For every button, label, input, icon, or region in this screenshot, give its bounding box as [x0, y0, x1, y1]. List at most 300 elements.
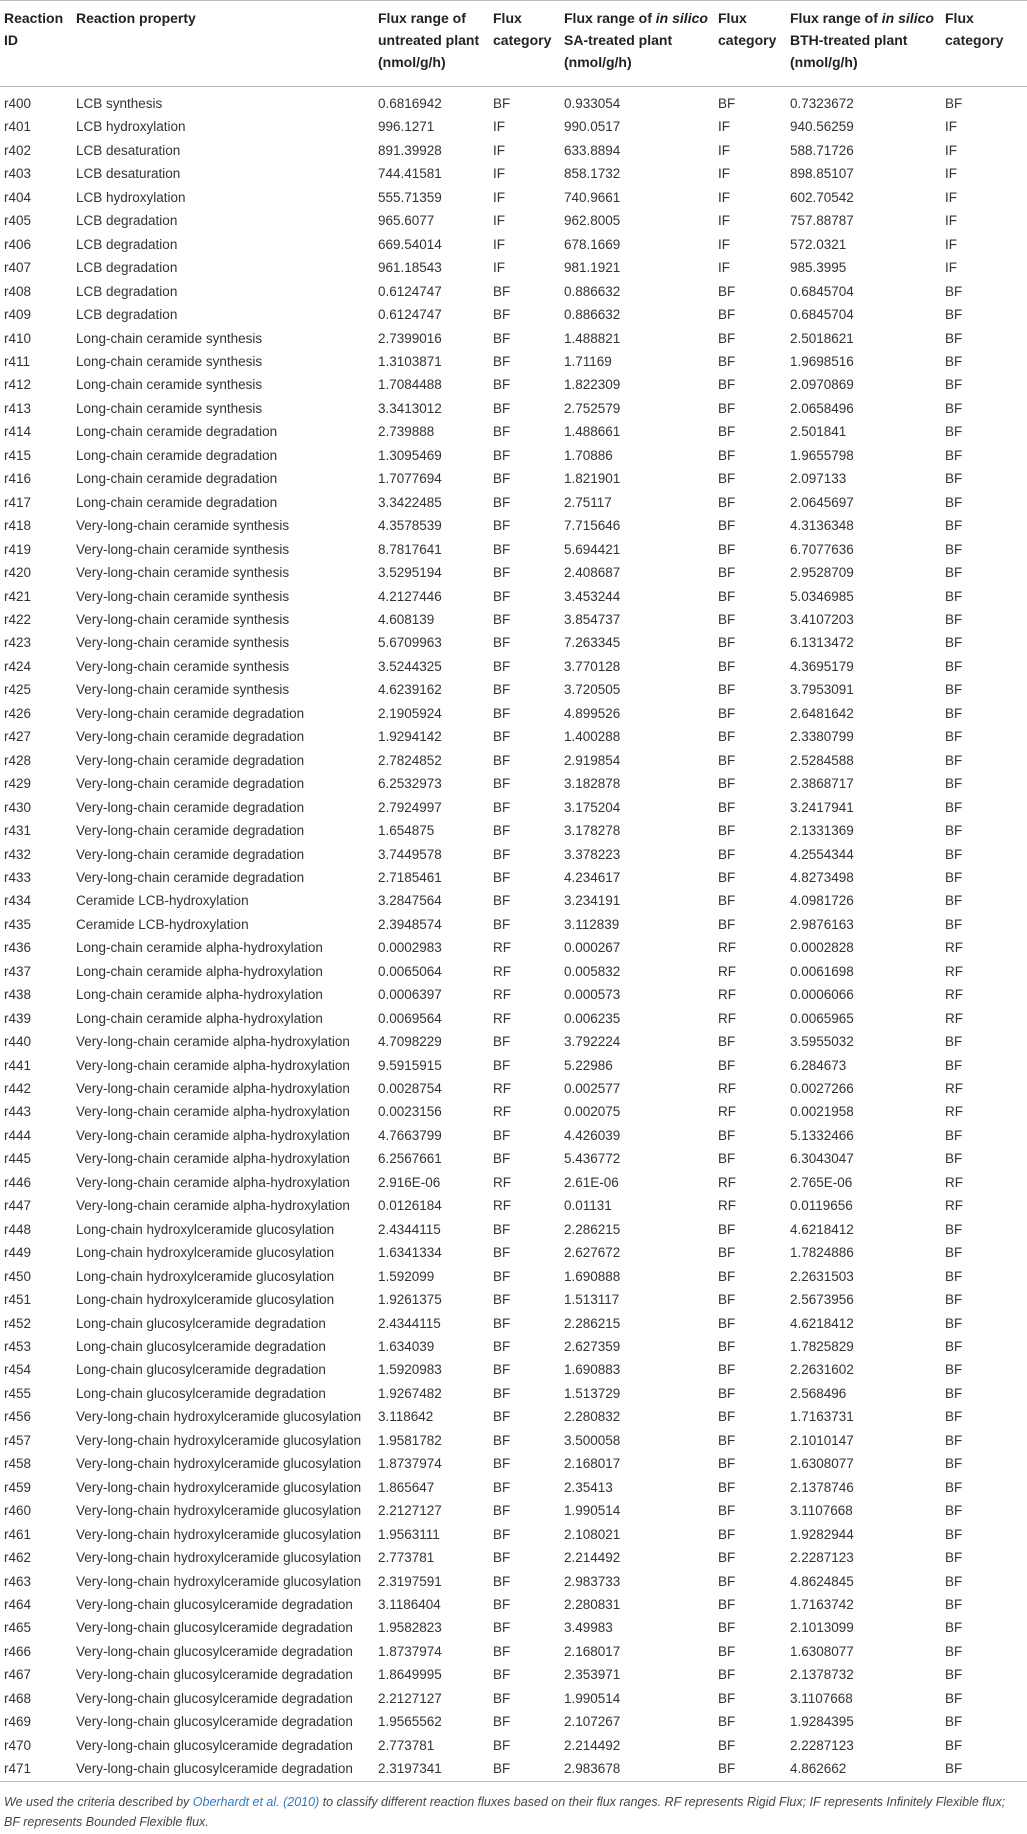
cell-untreated-category: BF: [493, 1292, 511, 1308]
table-row: [0, 1663, 1027, 1686]
cell-untreated-flux: 2.7399016: [378, 330, 442, 346]
cell-bth-category: BF: [945, 1714, 963, 1730]
cell-reaction-id: r434: [4, 893, 32, 909]
cell-untreated-category: BF: [493, 729, 511, 745]
cell-bth-category: BF: [945, 377, 963, 393]
cell-bth-category: BF: [945, 635, 963, 651]
cell-untreated-category: BF: [493, 424, 511, 440]
cell-untreated-flux: 1.9563111: [378, 1526, 440, 1542]
table-row: [0, 772, 1027, 795]
cell-reaction-id: r414: [4, 424, 32, 440]
cell-reaction-id: r405: [4, 213, 32, 229]
cell-sa-flux: 1.990514: [564, 1503, 621, 1519]
cell-reaction-property: Very-long-chain hydroxylceramide glucosylation: [76, 1573, 362, 1589]
cell-untreated-flux: 1.654875: [378, 823, 435, 839]
table-row: [0, 1312, 1027, 1335]
table-row: [0, 1382, 1027, 1405]
cell-reaction-property: Very-long-chain ceramide synthesis: [76, 518, 290, 534]
footnote-text-end: to classify different reaction fluxes based on their flux ranges. RF represents Rigid Flux; IF represents Infinitely Flexible flux; BF represents Bounded Flexible flux.: [4, 1795, 1006, 1829]
cell-bth-category: BF: [945, 330, 963, 346]
cell-bth-flux: 757.88787: [790, 213, 854, 229]
table-row: [0, 608, 1027, 631]
header-sa-category: Flux category: [718, 10, 777, 48]
cell-reaction-property: Long-chain hydroxylceramide glucosylation: [76, 1292, 335, 1308]
cell-reaction-id: r412: [4, 377, 32, 393]
cell-untreated-category: RF: [493, 1010, 511, 1026]
cell-reaction-property: Very-long-chain ceramide synthesis: [76, 682, 290, 698]
cell-untreated-category: BF: [493, 588, 511, 604]
cell-untreated-category: BF: [493, 541, 511, 557]
cell-bth-category: BF: [945, 1690, 963, 1706]
cell-sa-flux: 2.168017: [564, 1643, 621, 1659]
cell-bth-category: BF: [945, 1315, 963, 1331]
cell-reaction-id: r447: [4, 1198, 32, 1214]
cell-untreated-category: BF: [493, 869, 511, 885]
cell-untreated-category: BF: [493, 353, 511, 369]
cell-bth-category: BF: [945, 518, 963, 534]
cell-reaction-property: Very-long-chain ceramide alpha-hydroxylation: [76, 1057, 350, 1073]
cell-sa-category: BF: [718, 1690, 736, 1706]
cell-untreated-flux: 3.1186404: [378, 1597, 441, 1612]
cell-reaction-property: Long-chain ceramide degradation: [76, 471, 278, 487]
cell-sa-flux: 0.005832: [564, 963, 621, 979]
cell-reaction-id: r423: [4, 635, 32, 651]
cell-bth-flux: 602.70542: [790, 189, 854, 205]
cell-bth-flux: 5.1332466: [790, 1127, 854, 1143]
cell-untreated-flux: 2.3197591: [378, 1573, 442, 1589]
cell-bth-flux: 1.9698516: [790, 353, 854, 369]
cell-reaction-id: r442: [4, 1081, 32, 1097]
table-row: [0, 162, 1027, 185]
cell-bth-flux: 2.5018621: [790, 330, 854, 346]
cell-reaction-id: r410: [4, 330, 32, 346]
cell-reaction-property: LCB synthesis: [76, 96, 163, 111]
cell-bth-flux: 2.5284588: [790, 752, 854, 768]
cell-bth-flux: 1.7824886: [790, 1245, 854, 1261]
cell-untreated-category: IF: [493, 213, 505, 229]
cell-bth-category: BF: [945, 893, 963, 909]
table-row: [0, 1616, 1027, 1639]
cell-sa-category: RF: [718, 1104, 736, 1120]
cell-untreated-category: BF: [493, 494, 511, 510]
footnote-text-start: We used the criteria described by: [4, 1795, 193, 1809]
cell-bth-category: BF: [945, 447, 963, 463]
cell-bth-category: IF: [945, 236, 957, 252]
cell-bth-flux: 0.0006066: [790, 987, 854, 1003]
cell-reaction-property: Very-long-chain ceramide degradation: [76, 705, 305, 721]
table-row: [0, 233, 1027, 256]
cell-sa-flux: 678.1669: [564, 236, 621, 252]
cell-bth-flux: 2.501841: [790, 424, 847, 440]
cell-bth-flux: 3.4107203: [790, 611, 854, 627]
table-row: [0, 1265, 1027, 1288]
cell-reaction-id: r464: [4, 1597, 32, 1612]
cell-reaction-id: r429: [4, 776, 32, 792]
cell-untreated-category: BF: [493, 705, 511, 721]
cell-untreated-flux: 1.592099: [378, 1268, 435, 1284]
cell-untreated-category: BF: [493, 1385, 511, 1401]
cell-untreated-category: BF: [493, 1315, 511, 1331]
cell-untreated-flux: 0.0002983: [378, 940, 442, 956]
cell-untreated-flux: 2.7924997: [378, 799, 442, 815]
table-row: [0, 1124, 1027, 1147]
cell-untreated-category: BF: [493, 1550, 511, 1566]
cell-reaction-id: r437: [4, 963, 32, 979]
table-row: [0, 1030, 1027, 1053]
cell-sa-category: BF: [718, 752, 736, 768]
table-row: [0, 467, 1027, 490]
cell-bth-flux: 4.0981726: [790, 893, 854, 909]
cell-untreated-flux: 1.3103871: [378, 353, 442, 369]
cell-reaction-property: Very-long-chain glucosylceramide degradation: [76, 1714, 353, 1730]
cell-sa-flux: 2.286215: [564, 1315, 621, 1331]
cell-sa-category: BF: [718, 776, 736, 792]
cell-bth-category: BF: [945, 1292, 963, 1308]
cell-sa-category: BF: [718, 471, 736, 487]
table-row: [0, 1100, 1027, 1123]
cell-untreated-flux: 0.6124747: [378, 307, 442, 323]
table-row: [0, 1452, 1027, 1475]
cell-bth-category: BF: [945, 916, 963, 932]
cell-sa-category: BF: [718, 823, 736, 839]
cell-reaction-id: r457: [4, 1432, 32, 1448]
cell-untreated-flux: 9.5915915: [378, 1057, 442, 1073]
cell-bth-flux: 2.3380799: [790, 729, 854, 745]
cell-reaction-property: Very-long-chain ceramide degradation: [76, 799, 305, 815]
cell-untreated-category: IF: [493, 189, 505, 205]
cell-sa-flux: 3.770128: [564, 658, 621, 674]
cell-sa-flux: 858.1732: [564, 166, 621, 182]
cell-sa-category: BF: [718, 588, 736, 604]
cell-reaction-property: Very-long-chain glucosylceramide degradation: [76, 1737, 353, 1753]
cell-bth-flux: 2.3868717: [790, 776, 854, 792]
cell-untreated-category: BF: [493, 471, 511, 487]
cell-sa-category: IF: [718, 213, 730, 229]
cell-reaction-id: r458: [4, 1456, 32, 1472]
cell-reaction-id: r422: [4, 611, 32, 627]
cell-sa-category: BF: [718, 1761, 736, 1777]
cell-bth-flux: 1.9655798: [790, 447, 854, 463]
table-row: [0, 1007, 1027, 1030]
cell-reaction-id: r451: [4, 1292, 32, 1308]
cell-reaction-id: r403: [4, 166, 32, 182]
cell-sa-category: BF: [718, 869, 736, 885]
cell-sa-flux: 3.178278: [564, 823, 621, 839]
cell-untreated-category: BF: [493, 916, 511, 932]
cell-reaction-property: Very-long-chain ceramide alpha-hydroxylation: [76, 1034, 350, 1050]
cell-untreated-category: BF: [493, 447, 511, 463]
cell-reaction-property: Very-long-chain ceramide alpha-hydroxylation: [76, 1151, 350, 1167]
cell-bth-flux: 2.1013099: [790, 1620, 854, 1636]
cell-sa-flux: 2.107267: [564, 1714, 621, 1730]
cell-untreated-flux: 0.0028754: [378, 1081, 442, 1097]
cell-bth-category: BF: [945, 283, 963, 299]
table-row: [0, 139, 1027, 162]
cell-untreated-flux: 1.6341334: [378, 1245, 442, 1261]
cell-bth-flux: 4.2554344: [790, 846, 854, 862]
cell-reaction-property: Long-chain ceramide degradation: [76, 424, 278, 440]
cell-reaction-id: r415: [4, 447, 32, 463]
cell-sa-category: BF: [718, 1245, 736, 1261]
cell-reaction-id: r461: [4, 1526, 32, 1542]
table-row: [0, 1358, 1027, 1381]
cell-bth-flux: 5.0346985: [790, 588, 854, 604]
cell-reaction-id: r432: [4, 846, 32, 862]
table-row: [0, 115, 1027, 138]
cell-sa-flux: 1.400288: [564, 729, 621, 745]
cell-reaction-property: Long-chain hydroxylceramide glucosylation: [76, 1221, 335, 1237]
cell-untreated-flux: 2.916E-06: [378, 1174, 441, 1190]
table-row: [0, 983, 1027, 1006]
cell-sa-category: BF: [718, 1479, 736, 1495]
cell-untreated-category: BF: [493, 1245, 511, 1261]
cell-reaction-property: Very-long-chain hydroxylceramide glucosylation: [76, 1550, 362, 1566]
cell-sa-flux: 633.8894: [564, 142, 621, 158]
cell-untreated-category: BF: [493, 1127, 511, 1143]
cell-sa-category: BF: [718, 1362, 736, 1378]
cell-bth-category: BF: [945, 776, 963, 792]
cell-sa-category: BF: [718, 1268, 736, 1284]
cell-reaction-property: Very-long-chain ceramide degradation: [76, 823, 305, 839]
cell-untreated-category: BF: [493, 846, 511, 862]
cell-sa-category: BF: [718, 611, 736, 627]
cell-sa-flux: 1.513729: [564, 1385, 621, 1401]
cell-sa-category: BF: [718, 1620, 736, 1636]
cell-bth-category: BF: [945, 1339, 963, 1355]
cell-untreated-category: BF: [493, 400, 511, 416]
cell-reaction-property: Very-long-chain ceramide alpha-hydroxylation: [76, 1198, 350, 1214]
cell-untreated-category: BF: [493, 96, 511, 111]
cell-bth-flux: 3.1107668: [790, 1503, 853, 1519]
cell-untreated-category: BF: [493, 1503, 511, 1519]
header-sa-flux: [560, 1, 714, 87]
cell-untreated-flux: 2.3197341: [378, 1761, 442, 1777]
cell-sa-category: IF: [718, 189, 730, 205]
cell-bth-category: BF: [945, 869, 963, 885]
cell-bth-flux: 4.3695179: [790, 658, 854, 674]
cell-reaction-property: Long-chain hydroxylceramide glucosylation: [76, 1268, 335, 1284]
cell-untreated-flux: 1.865647: [378, 1479, 435, 1495]
cell-untreated-flux: 1.634039: [378, 1339, 435, 1355]
cell-reaction-id: r453: [4, 1339, 32, 1355]
cell-untreated-flux: 2.739888: [378, 424, 435, 440]
cell-reaction-property: Very-long-chain glucosylceramide degradation: [76, 1667, 353, 1683]
table-row: [0, 1499, 1027, 1522]
cell-reaction-id: r438: [4, 987, 32, 1003]
cell-sa-flux: 3.112839: [564, 916, 620, 932]
table-footnote: [4, 1792, 1019, 1832]
cell-sa-category: BF: [718, 1597, 736, 1612]
cell-sa-flux: 2.627359: [564, 1339, 621, 1355]
cell-bth-category: BF: [945, 1456, 963, 1472]
cell-reaction-property: Ceramide LCB-hydroxylation: [76, 916, 249, 932]
table-row: [0, 280, 1027, 303]
cell-sa-category: BF: [718, 1714, 736, 1730]
table-row: [0, 561, 1027, 584]
cell-sa-category: BF: [718, 635, 736, 651]
cell-sa-flux: 962.8005: [564, 213, 621, 229]
table-row: [0, 843, 1027, 866]
cell-sa-flux: 1.990514: [564, 1690, 621, 1706]
header-sa-flux-suffix: SA-treated plant (nmol/g/h): [564, 32, 673, 70]
cell-untreated-flux: 4.608139: [378, 611, 435, 627]
cell-sa-category: IF: [718, 260, 730, 276]
cell-untreated-flux: 6.2532973: [378, 776, 442, 792]
cell-bth-flux: 2.2287123: [790, 1550, 854, 1566]
cell-bth-category: RF: [945, 987, 963, 1003]
cell-untreated-flux: 3.3422485: [378, 494, 442, 510]
cell-sa-category: BF: [718, 893, 736, 909]
cell-bth-flux: 3.1107668: [790, 1690, 853, 1706]
cell-bth-flux: 0.6845704: [790, 307, 854, 323]
cell-bth-category: BF: [945, 705, 963, 721]
cell-untreated-flux: 2.4344115: [378, 1221, 441, 1237]
cell-reaction-property: Long-chain glucosylceramide degradation: [76, 1339, 326, 1355]
cell-untreated-category: BF: [493, 611, 511, 627]
cell-bth-flux: 2.9528709: [790, 565, 854, 581]
cell-sa-category: BF: [718, 1292, 736, 1308]
cell-sa-flux: 2.280832: [564, 1409, 621, 1425]
cell-bth-flux: 0.0002828: [790, 940, 854, 956]
cell-sa-category: BF: [718, 518, 736, 534]
cell-sa-flux: 2.353971: [564, 1667, 621, 1683]
cell-reaction-property: Very-long-chain ceramide synthesis: [76, 658, 290, 674]
cell-untreated-flux: 1.9261375: [378, 1292, 442, 1308]
cell-reaction-id: r417: [4, 494, 32, 510]
cell-bth-flux: 1.9284395: [790, 1714, 854, 1730]
cell-untreated-category: BF: [493, 1409, 511, 1425]
cell-bth-category: BF: [945, 1127, 963, 1143]
cell-sa-flux: 3.378223: [564, 846, 621, 862]
cell-sa-category: IF: [718, 119, 730, 135]
cell-reaction-property: Very-long-chain hydroxylceramide glucosylation: [76, 1503, 362, 1519]
cell-untreated-flux: 1.8649995: [378, 1667, 442, 1683]
cell-untreated-category: BF: [493, 377, 511, 393]
cell-bth-category: BF: [945, 424, 963, 440]
table-row: [0, 889, 1027, 912]
cell-reaction-id: r435: [4, 916, 32, 932]
cell-reaction-property: Long-chain ceramide degradation: [76, 447, 278, 463]
header-bth-flux-prefix: Flux range of: [790, 10, 882, 26]
cell-untreated-category: BF: [493, 682, 511, 698]
cell-sa-flux: 3.234191: [564, 893, 621, 909]
cell-bth-flux: 4.8273498: [790, 869, 854, 885]
cell-bth-category: BF: [945, 1479, 963, 1495]
footnote-citation-link[interactable]: Oberhardt et al. (2010): [192, 1795, 320, 1809]
cell-untreated-category: BF: [493, 1221, 511, 1237]
cell-reaction-id: r471: [4, 1761, 32, 1777]
cell-sa-category: BF: [718, 1127, 736, 1143]
cell-reaction-property: Very-long-chain ceramide alpha-hydroxylation: [76, 1081, 350, 1097]
table-row: [0, 1429, 1027, 1452]
cell-bth-flux: 6.7077636: [790, 541, 854, 557]
cell-untreated-flux: 1.7077694: [378, 471, 442, 487]
cell-reaction-property: Very-long-chain glucosylceramide degradation: [76, 1597, 353, 1612]
cell-bth-category: BF: [945, 729, 963, 745]
cell-untreated-category: BF: [493, 1339, 511, 1355]
cell-untreated-flux: 3.5295194: [378, 565, 442, 581]
cell-reaction-id: r433: [4, 869, 32, 885]
cell-reaction-property: Long-chain glucosylceramide degradation: [76, 1362, 326, 1378]
cell-untreated-category: RF: [493, 1174, 511, 1190]
cell-untreated-category: BF: [493, 1151, 511, 1167]
cell-bth-flux: 0.0021958: [790, 1104, 854, 1120]
cell-sa-flux: 0.886632: [564, 307, 621, 323]
cell-reaction-property: LCB degradation: [76, 283, 178, 299]
cell-bth-flux: 1.7163731: [790, 1409, 854, 1425]
cell-reaction-id: r439: [4, 1010, 32, 1026]
cell-bth-flux: 6.284673: [790, 1057, 847, 1073]
cell-sa-flux: 4.899526: [564, 705, 621, 721]
cell-reaction-id: r402: [4, 142, 32, 158]
cell-reaction-property: Very-long-chain ceramide degradation: [76, 729, 305, 745]
cell-bth-category: BF: [945, 96, 963, 111]
cell-sa-flux: 2.983733: [564, 1573, 621, 1589]
table-row: [0, 1288, 1027, 1311]
cell-reaction-property: Very-long-chain hydroxylceramide glucosylation: [76, 1409, 362, 1425]
cell-reaction-property: Very-long-chain hydroxylceramide glucosylation: [76, 1432, 362, 1448]
table-row: [0, 397, 1027, 420]
cell-untreated-category: IF: [493, 260, 505, 276]
cell-bth-flux: 4.3136348: [790, 518, 854, 534]
cell-bth-flux: 2.0658496: [790, 400, 854, 416]
cell-reaction-id: r452: [4, 1315, 32, 1331]
cell-bth-category: IF: [945, 260, 957, 276]
cell-bth-category: RF: [945, 940, 963, 956]
cell-bth-category: BF: [945, 353, 963, 369]
cell-reaction-property: Very-long-chain ceramide alpha-hydroxylation: [76, 1104, 350, 1120]
cell-reaction-id: r444: [4, 1127, 32, 1143]
cell-reaction-property: Long-chain ceramide alpha-hydroxylation: [76, 1010, 323, 1026]
cell-untreated-category: BF: [493, 1362, 511, 1378]
cell-reaction-property: Very-long-chain ceramide degradation: [76, 776, 305, 792]
cell-bth-category: BF: [945, 1385, 963, 1401]
cell-sa-flux: 2.627672: [564, 1245, 621, 1261]
cell-sa-flux: 0.000267: [564, 940, 621, 956]
cell-bth-category: BF: [945, 752, 963, 768]
cell-bth-flux: 3.7953091: [790, 682, 854, 698]
cell-sa-category: BF: [718, 565, 736, 581]
cell-reaction-id: r404: [4, 189, 32, 205]
table-row: [0, 866, 1027, 889]
cell-bth-flux: 6.3043047: [790, 1151, 854, 1167]
cell-sa-flux: 2.35413: [564, 1479, 613, 1495]
cell-untreated-flux: 1.5920983: [378, 1362, 442, 1378]
table-row: [0, 678, 1027, 701]
table-row: [0, 749, 1027, 772]
cell-untreated-flux: 1.9565562: [378, 1714, 442, 1730]
cell-sa-category: BF: [718, 283, 736, 299]
table-row: [0, 538, 1027, 561]
table-row: [0, 373, 1027, 396]
cell-sa-category: BF: [718, 1503, 736, 1519]
cell-untreated-flux: 1.9582823: [378, 1620, 442, 1636]
cell-sa-flux: 0.000573: [564, 987, 621, 1003]
cell-sa-flux: 2.75117: [564, 494, 612, 510]
table-row: [0, 913, 1027, 936]
cell-sa-category: BF: [718, 424, 736, 440]
cell-untreated-flux: 2.2127127: [378, 1690, 442, 1706]
cell-untreated-flux: 1.7084488: [378, 377, 442, 393]
cell-untreated-flux: 6.2567661: [378, 1151, 442, 1167]
cell-untreated-flux: 1.8737974: [378, 1643, 442, 1659]
cell-reaction-id: r413: [4, 400, 32, 416]
cell-sa-category: IF: [718, 166, 730, 182]
cell-sa-category: BF: [718, 846, 736, 862]
cell-reaction-property: LCB degradation: [76, 236, 178, 252]
cell-reaction-property: Very-long-chain ceramide alpha-hydroxylation: [76, 1174, 350, 1190]
cell-reaction-property: Very-long-chain ceramide synthesis: [76, 565, 290, 581]
